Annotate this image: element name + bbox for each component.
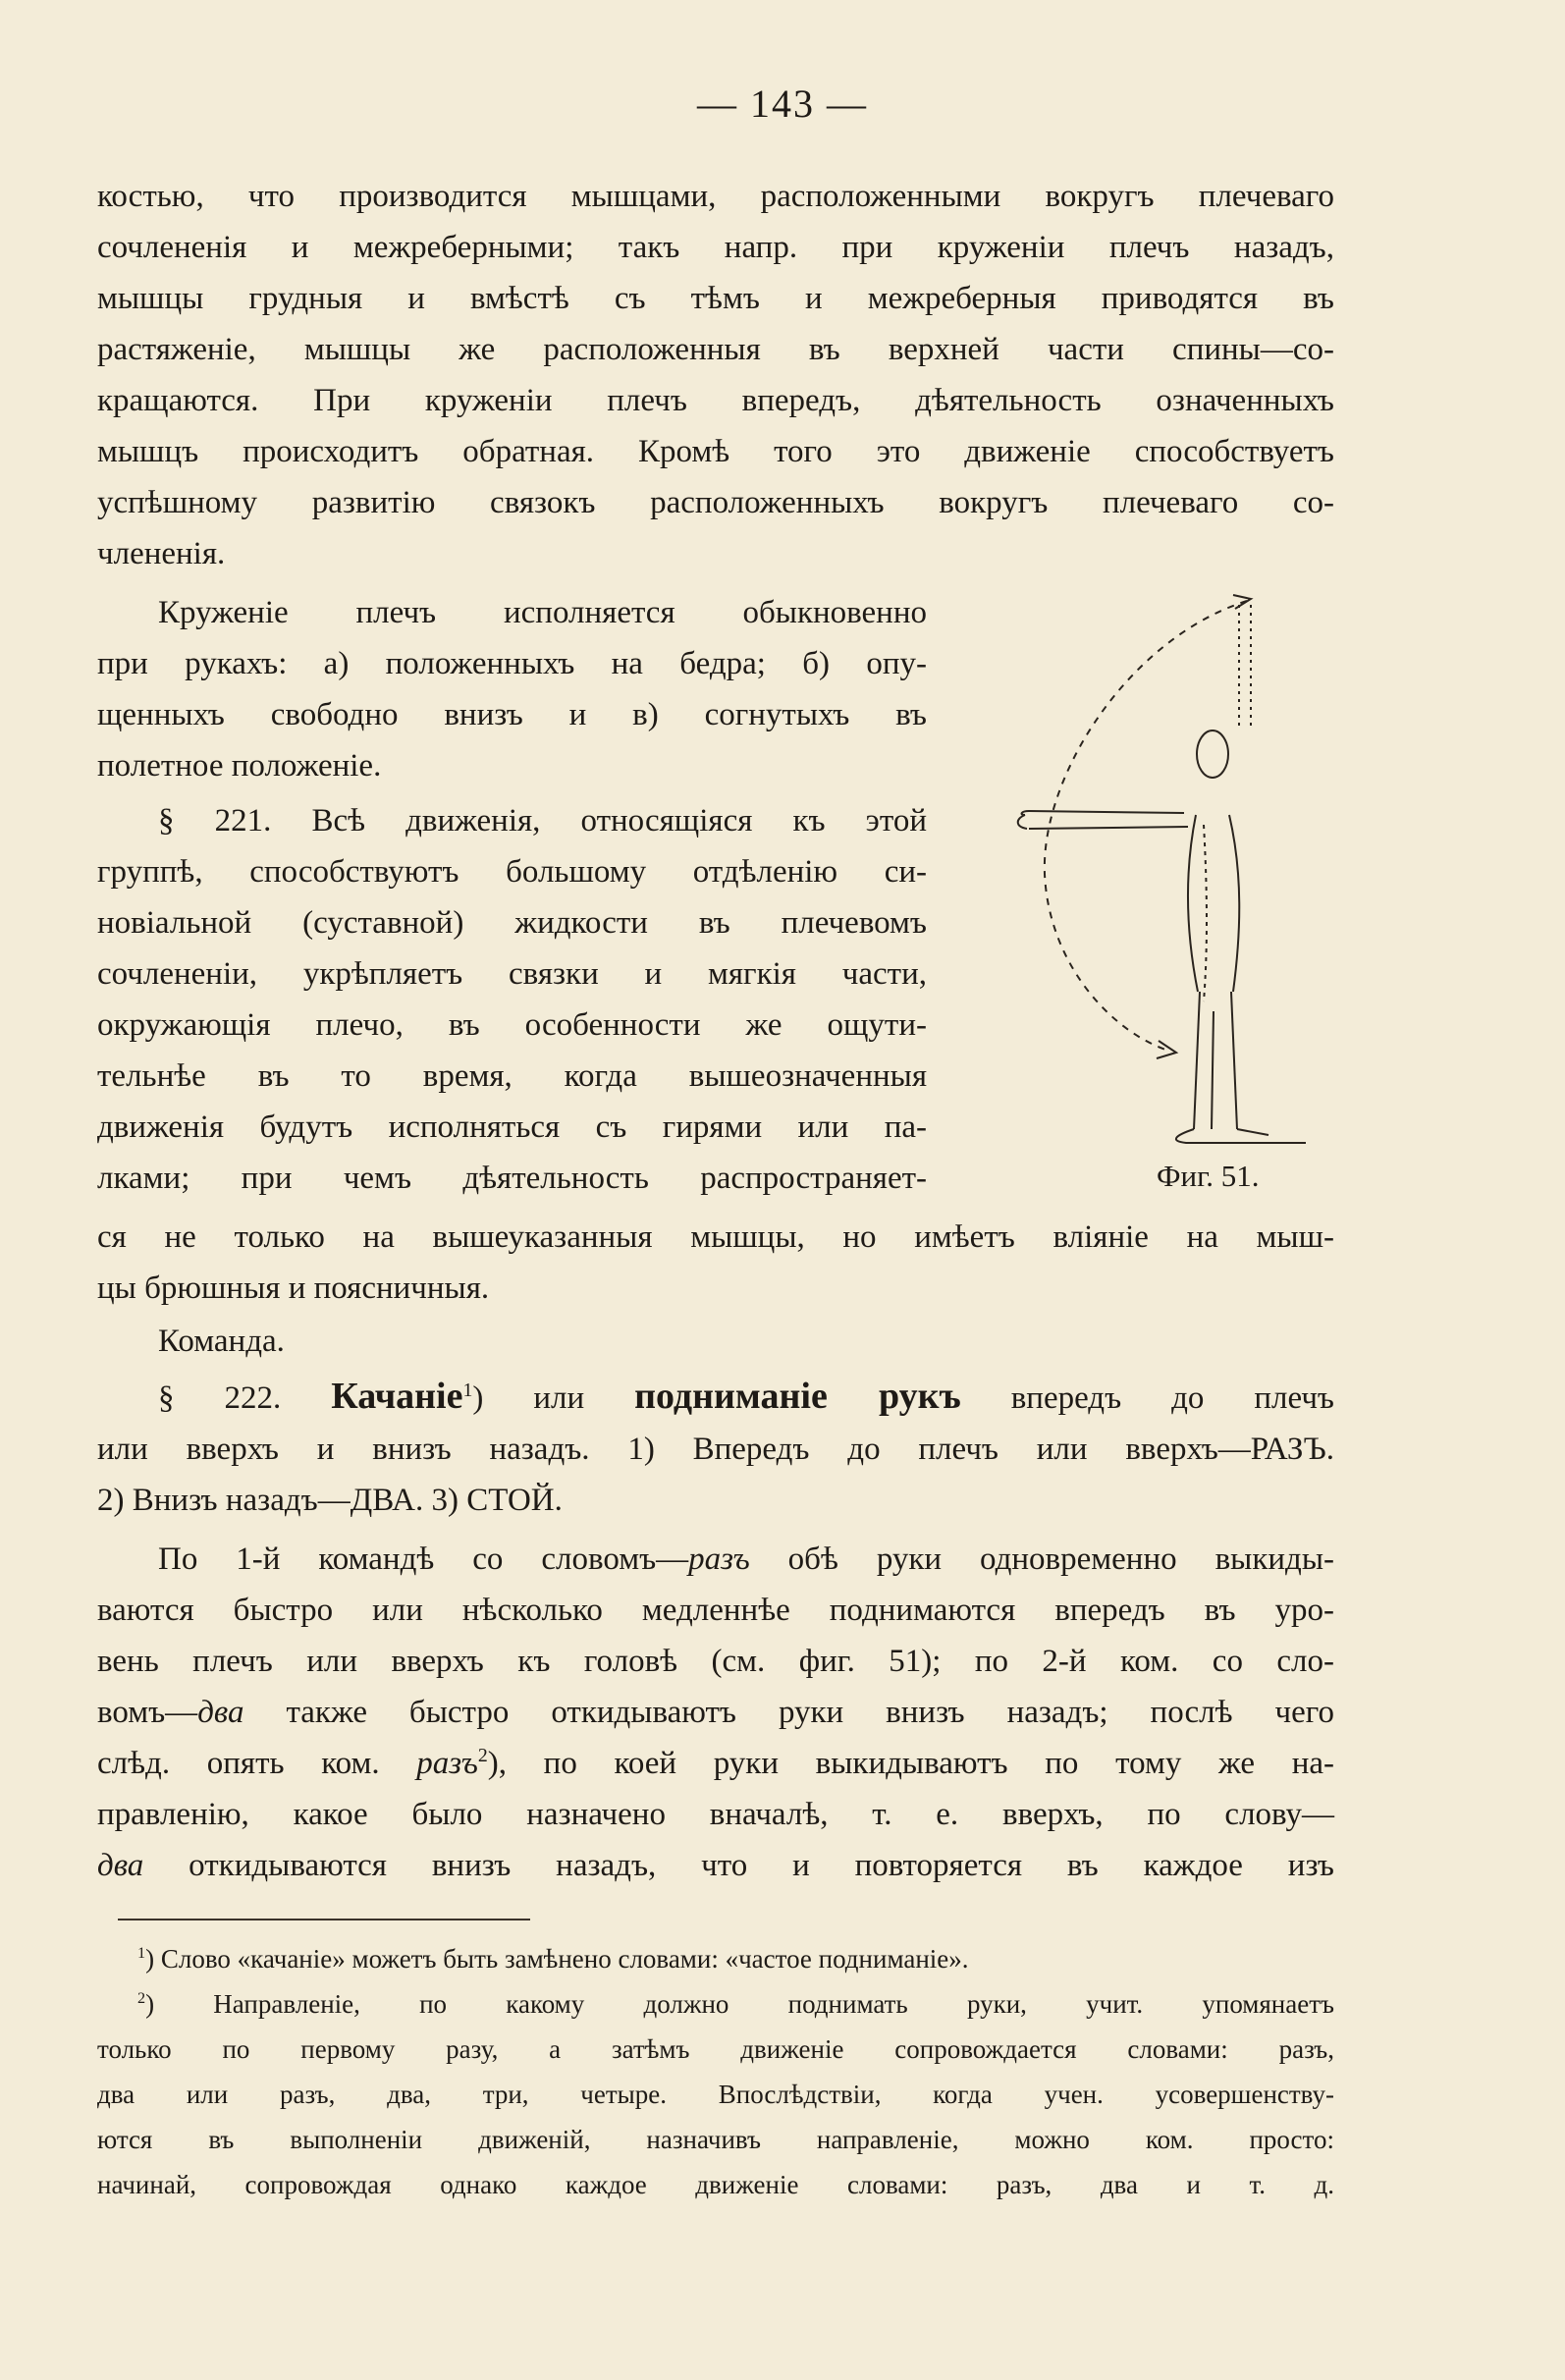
text-line: слѣд. опять ком. разъ$^2$), по коей руки выкидываютъ по тому же на- <box>97 1745 1334 1781</box>
footnote-2-line: начинай, сопровождая однако каждое движеніе словами: разъ, два и т. д. <box>97 2170 1334 2199</box>
text-line: растяженіе, мышцы же расположенныя въ верхней части спины—со- <box>97 332 1334 367</box>
footnote-2-line: ются въ выполненіи движеній, назначивъ направленіе, можно ком. просто: <box>97 2125 1334 2154</box>
text-line: полетное положеніе. <box>97 748 382 784</box>
text-line: сочлененія и межреберными; такъ напр. при круженіи плечъ назадъ, <box>97 230 1334 265</box>
text-line: мышцы грудныя и вмѣстѣ съ тѣмъ и межреберныя приводятся въ <box>97 281 1334 316</box>
text-line: ся не только на вышеуказанныя мышцы, но имѣетъ вліяніе на мыш- <box>97 1219 1334 1255</box>
text-line: цы брюшныя и поясничныя. <box>97 1271 490 1306</box>
text-line: 2) Внизъ назадъ—ДВА. 3) СТОЙ. <box>97 1483 563 1518</box>
text-line: или вверхъ и внизъ назадъ. 1) Впередъ до плечъ или вверхъ—РАЗЪ. <box>97 1432 1334 1467</box>
text-line: кращаются. При круженіи плечъ впередъ, дѣятельность означенныхъ <box>97 383 1334 418</box>
section-221-heading-line: § 221. Всѣ движенія, относящіяся къ этой <box>158 803 927 838</box>
text-line: По 1-й командѣ со словомъ—разъ обѣ руки одновременно выкиды- <box>158 1542 1334 1577</box>
text-line: щенныхъ свободно внизъ и в) согнутыхъ въ <box>97 697 927 732</box>
text-line: при рукахъ: а) положенныхъ на бедра; б) опу- <box>97 646 927 681</box>
footnote-2: $^2$) Направленіе, по какому должно поднимать руки, учит. упомянаетъ <box>137 1989 1334 2019</box>
text-line: члененія. <box>97 536 226 571</box>
text-line: ваются быстро или нѣсколько медленнѣе поднимаются впередъ въ уро- <box>97 1593 1334 1628</box>
text-line: лками; при чемъ дѣятельность распространяет- <box>97 1161 927 1196</box>
text-line: сочлененіи, укрѣпляетъ связки и мягкія части, <box>97 956 927 992</box>
text-line: новіальной (суставной) жидкости въ плечевомъ <box>97 905 927 941</box>
text-line: вень плечъ или вверхъ къ головѣ (см. фиг. 51); по 2-й ком. со сло- <box>97 1644 1334 1679</box>
text-line: успѣшному развитію связокъ расположенныхъ вокругъ плечеваго со- <box>97 485 1334 520</box>
text-line: правленію, какое было назначено вначалѣ, т. е. вверхъ, по слову— <box>97 1797 1334 1832</box>
footnote-2-line: только по первому разу, а затѣмъ движеніе сопровождается словами: разъ, <box>97 2034 1334 2064</box>
text-line: окружающія плечо, въ особенности же ощути- <box>97 1007 927 1043</box>
footnote-2-line: два или разъ, два, три, четыре. Впослѣдствіи, когда учен. усовершенству- <box>97 2080 1334 2109</box>
footnote-divider <box>118 1919 530 1920</box>
figure-caption: Фиг. 51. <box>1157 1159 1260 1193</box>
text-line: мышцъ происходитъ обратная. Кромѣ того это движеніе способствуетъ <box>97 434 1334 469</box>
figure-51-illustration <box>1011 579 1345 1168</box>
page-number: — 143 — <box>697 81 868 126</box>
command-label: Команда. <box>158 1324 285 1359</box>
text-line: два откидываются внизъ назадъ, что и повторяется въ каждое изъ <box>97 1848 1334 1883</box>
footnote-1: $^1$) Слово «качаніе» можетъ быть замѣнено словами: «частое подниманіе». <box>137 1944 969 1974</box>
text-line: костью, что производится мышцами, расположенными вокругъ плечеваго <box>97 179 1334 214</box>
text-line: Круженіе плечъ исполняется обыкновенно <box>158 595 927 630</box>
text-line: тельнѣе въ то время, когда вышеозначенныя <box>97 1058 927 1094</box>
section-222-heading-line: § 222. Качаніе$^1$) или подниманіе рукъ впередъ до плечъ <box>158 1376 1334 1417</box>
text-line: вомъ—два также быстро откидываютъ руки внизъ назадъ; послѣ чего <box>97 1695 1334 1730</box>
text-line: движенія будутъ исполняться съ гирями или па- <box>97 1109 927 1145</box>
text-line: группѣ, способствуютъ большому отдѣленію си- <box>97 854 927 890</box>
